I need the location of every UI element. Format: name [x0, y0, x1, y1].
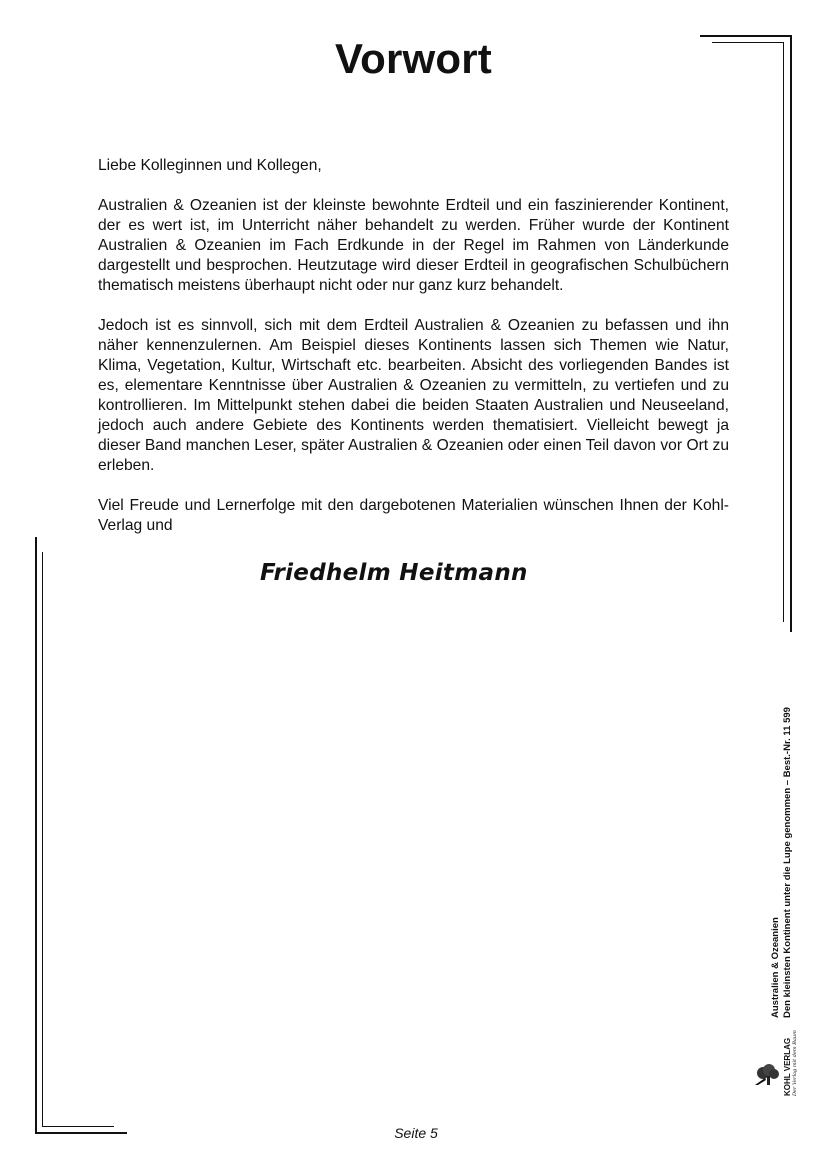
frame-right-outer-vertical	[790, 35, 792, 632]
side-info-subtitle: Den kleinsten Kontinent unter die Lupe genommen – Best.-Nr. 11 599	[782, 707, 793, 1018]
page-number: Seite 5	[394, 1125, 438, 1141]
page-title: Vorwort	[335, 35, 492, 82]
closing-text: Viel Freude und Lernerfolge mit den dargebotenen Materialien wünschen Ihnen der Kohl-Verlag und	[98, 497, 729, 534]
publisher-name: KOHL VERLAG	[783, 1037, 792, 1096]
side-info	[770, 678, 810, 1018]
tree-icon	[755, 1064, 783, 1086]
publisher-tagline: Der Verlag mit dem Baum	[792, 1030, 798, 1096]
signature: Friedhelm Heitmann	[260, 560, 528, 586]
frame-top-right-outer-horizontal	[700, 35, 792, 37]
frame-top-right-inner-horizontal	[712, 42, 784, 43]
paragraph-intro: Australien & Ozeanien ist der kleinste bewohnte Erdteil und ein faszinierender Kontinent, der es wert ist, im Unterricht näher behandelt zu werden. Früher wurde der Kontinent Australien & Ozeanien im Fach Erdkunde in der Regel im Rahmen von Länderkunde dargestellt und besprochen. Heutzutage wird dieser Erdteil in geografischen Schulbüchern thematisch meistens überhaupt nicht oder nur ganz kurz behandelt.	[98, 197, 729, 294]
frame-right-inner-vertical	[783, 42, 784, 622]
paragraph-purpose: Jedoch ist es sinnvoll, sich mit dem Erdteil Australien & Ozeanien zu befassen und ihn näher kennenzulernen. Am Beispiel dieses Kontinents lassen sich Themen wie Natur, Klima, Vegetation, Kultur, Wirtschaft etc. bearbeiten. Absicht des vorliegenden Bandes ist es, elementare Kenntnisse über Australien & Ozeanien zu vermitteln, zu vertiefen und zu kontrollieren. Im Mittelpunkt stehen dabei die beiden Staaten Australien und Neuseeland, jedoch auch andere Gebiete des Kontinents werden thematisiert. Vielleicht bewegt ja dieser Band manchen Leser, später Australien & Ozeanien oder einen Teil davon vor Ort zu erleben.	[98, 317, 729, 474]
frame-left-outer-vertical	[35, 537, 37, 1134]
greeting: Liebe Kolleginnen und Kollegen,	[98, 157, 322, 174]
frame-left-inner-vertical	[42, 552, 43, 1127]
side-info-title: Australien & Ozeanien	[770, 917, 781, 1018]
body-text	[98, 156, 729, 556]
